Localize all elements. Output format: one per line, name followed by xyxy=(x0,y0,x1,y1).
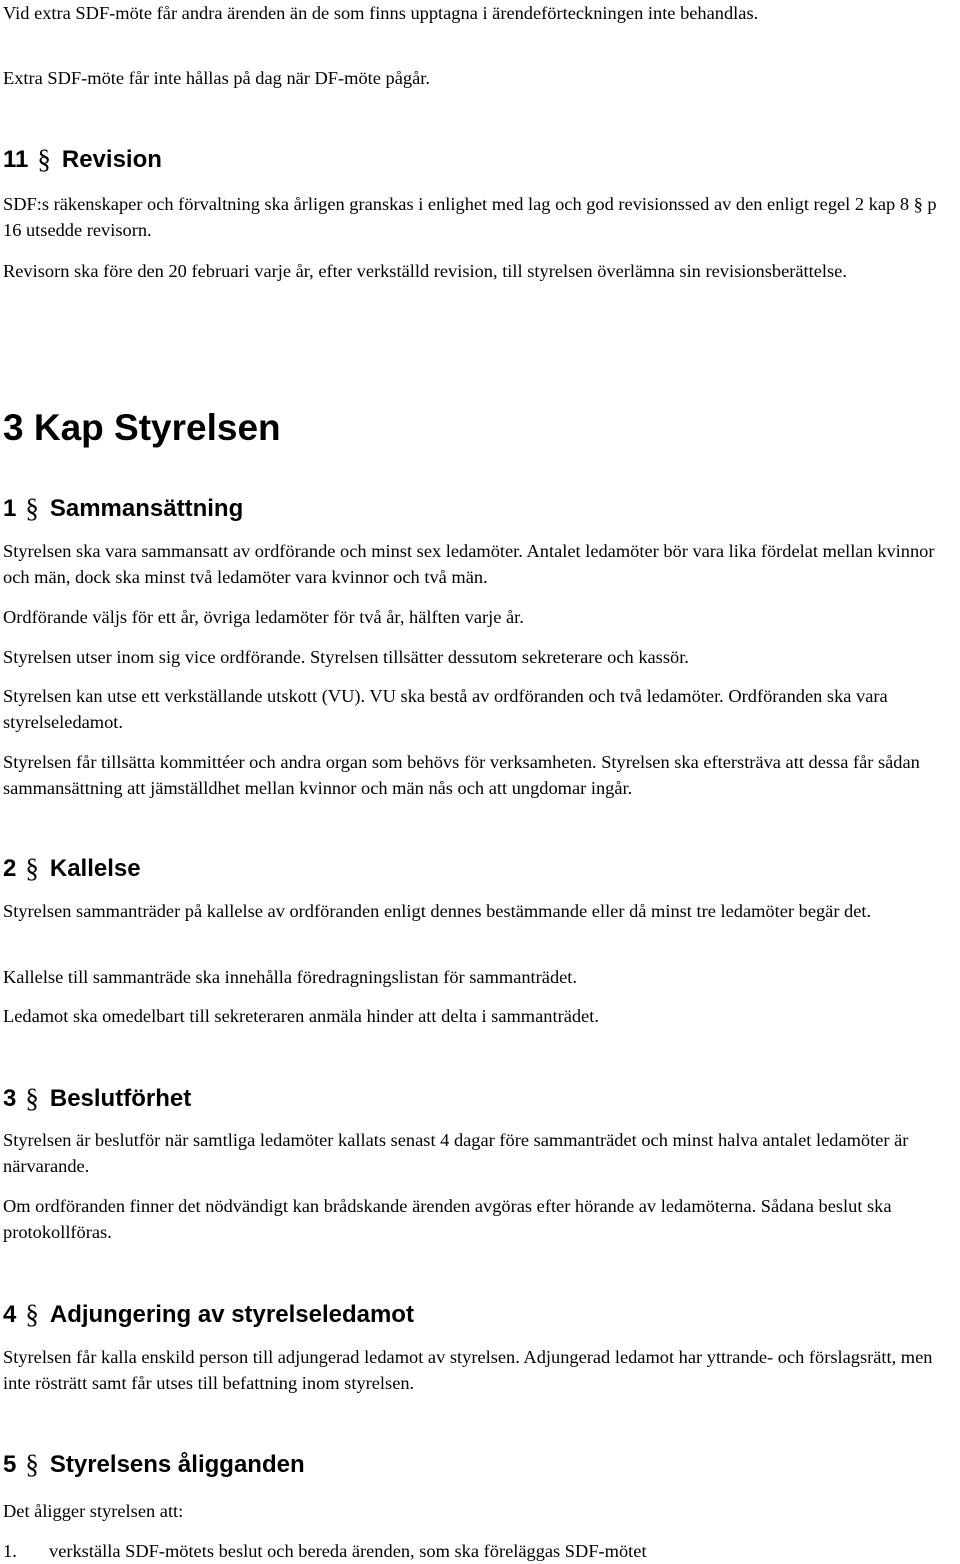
paragraph: Kallelse till sammanträde ska innehålla föredragningslistan för sammanträdet. xyxy=(3,967,578,987)
section-sign: § xyxy=(25,493,39,523)
section-heading-revision xyxy=(3,143,162,175)
chapter-title: 3 Kap Styrelsen xyxy=(3,407,281,448)
section-number: 2 xyxy=(3,855,17,882)
paragraph: Revisorn ska före den 20 februari varje år, efter verkställd revision, till styrelsen överlämna sin revisionsberättelse. xyxy=(3,261,847,281)
paragraph: Styrelsen är beslutför när samtliga ledamöter kallats senast 4 dagar före sammanträdet och minst halva antalet ledamöter är närvarande. xyxy=(3,1130,909,1176)
section-number: 5 xyxy=(3,1451,17,1478)
section-sign: § xyxy=(25,1083,39,1113)
paragraph: Ledamot ska omedelbart till sekreteraren anmäla hinder att delta i sammanträdet. xyxy=(3,1006,599,1026)
section-title: Beslutförhet xyxy=(49,1085,192,1112)
section-heading-aligganden xyxy=(3,1448,305,1480)
section-heading-beslutforhet xyxy=(3,1082,191,1114)
list-item-number: 1. xyxy=(3,1541,17,1561)
section-sign: § xyxy=(25,1299,39,1329)
section-number: 4 xyxy=(3,1301,17,1328)
paragraph: Styrelsen kan utse ett verkställande utskott (VU). VU ska bestå av ordföranden och två ledamöter. Ordföranden ska vara styrelseledamot. xyxy=(3,686,888,732)
section-heading-kallelse xyxy=(3,852,141,884)
section-title: Sammansättning xyxy=(49,495,244,522)
paragraph: Vid extra SDF-möte får andra ärenden än de som finns upptagna i ärendeförteckningen inte behandlas. xyxy=(3,3,759,23)
paragraph: SDF:s räkenskaper och förvaltning ska årligen granskas i enlighet med lag och god revisionssed av den enligt regel 2 kap 8 § p 16 utsedde revisorn. xyxy=(3,194,937,240)
section-number: 11 xyxy=(3,146,29,173)
paragraph: Ordförande väljs för ett år, övriga ledamöter för två år, hälften varje år. xyxy=(3,607,524,627)
paragraph: Styrelsen får tillsätta kommittéer och andra organ som behövs för verksamheten. Styrelsen ska eftersträva att dessa får sådan sammansättning att jämställdhet mellan kvinnor och män nås och att ungdomar ingår. xyxy=(3,752,920,798)
section-heading-adjungering xyxy=(3,1298,414,1330)
paragraph: Styrelsen sammanträder på kallelse av ordföranden enligt dennes bestämmande eller då minst tre ledamöter begär det. xyxy=(3,901,872,921)
paragraph: Om ordföranden finner det nödvändigt kan brådskande ärenden avgöras efter hörande av ledamöterna. Sådana beslut ska protokollföras. xyxy=(3,1196,892,1242)
section-title: Revision xyxy=(61,146,162,173)
paragraph: Styrelsen ska vara sammansatt av ordförande och minst sex ledamöter. Antalet ledamöter bör vara lika fördelat mellan kvinnor och män, dock ska minst två ledamöter vara kvinnor och två män. xyxy=(3,541,935,587)
section-sign: § xyxy=(25,853,39,883)
section-heading-sammansattning xyxy=(3,492,243,524)
paragraph: Det åligger styrelsen att: xyxy=(3,1501,184,1521)
section-sign: § xyxy=(37,144,51,174)
paragraph: Styrelsen får kalla enskild person till adjungerad ledamot av styrelsen. Adjungerad ledamot har yttrande- och förslagsrätt, men inte rösträtt samt får utses till befattning inom styrelsen. xyxy=(3,1347,933,1393)
list-item xyxy=(3,1538,955,1564)
list-item-text: verkställa SDF-mötets beslut och bereda ärenden, som ska föreläggas SDF-mötet xyxy=(49,1541,647,1561)
section-title: Kallelse xyxy=(49,855,141,882)
section-number: 3 xyxy=(3,1085,17,1112)
section-number: 1 xyxy=(3,495,17,522)
paragraph: Styrelsen utser inom sig vice ordförande. Styrelsen tillsätter dessutom sekreterare och kassör. xyxy=(3,647,689,667)
section-sign: § xyxy=(25,1449,39,1479)
section-title: Adjungering av styrelseledamot xyxy=(49,1301,414,1328)
section-title: Styrelsens åligganden xyxy=(49,1451,305,1478)
paragraph: Extra SDF-möte får inte hållas på dag när DF-möte pågår. xyxy=(3,68,430,88)
